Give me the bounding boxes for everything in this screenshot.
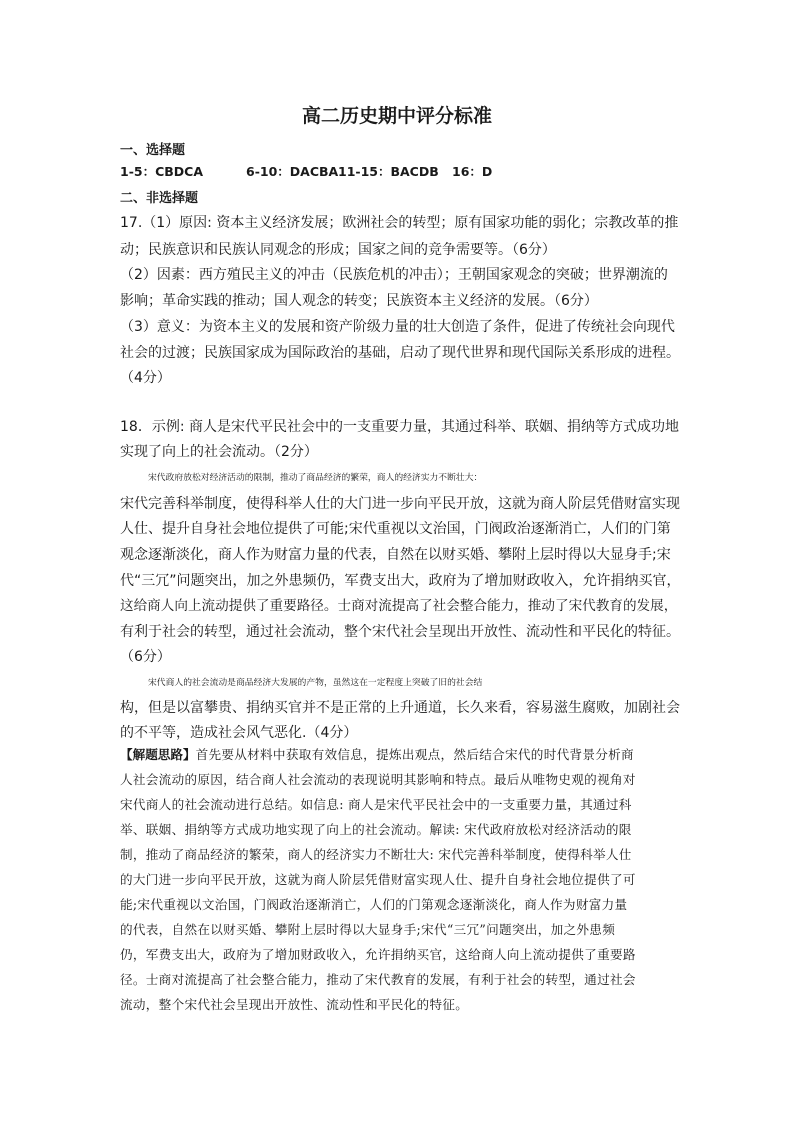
explanation-line: 举、联姻、捐纳等方式成功地实现了向上的社会流动。解读: 宋代政府放松对经济活动的限 xyxy=(120,822,632,837)
q17-line: 动；民族意识和民族认同观念的形成；国家之间的竞争需要等。（6分） xyxy=(120,242,556,258)
explanation-line: 制，推动了商品经济的繁荣，商人的经济实力不断壮大: 宋代完善科举制度，使得科举人仕 xyxy=(120,847,632,862)
answer-group: 16：D xyxy=(452,164,493,179)
explanation-line: 流动，整个宋代社会呈现出开放性、流动性和平民化的特征。 xyxy=(120,997,469,1012)
explanation-line: 宋代商人的社会流动进行总结。如信息: 商人是宋代平民社会中的一支重要力量，其通过科 xyxy=(120,797,632,812)
explanation-line: 能;宋代重视以文治国，门阀政治逐渐消亡，人们的门第观念逐渐淡化，商人作为财富力量 xyxy=(120,897,628,912)
q18-line: 18．示例: 商人是宋代平民社会中的一支重要力量，其通过科举、联姻、捐纳等方式成功地 xyxy=(120,419,679,435)
explanation-line: 的代表，自然在以财买婚、攀附上层时得以大显身手;宋代“三冗”问题突出，加之外患频 xyxy=(120,922,616,937)
q18-line: （6分） xyxy=(120,649,171,665)
explanation-line: 仍，军费支出大，政府为了增加财政收入，允许捐纳买官，这给商人向上流动提供了重要路 xyxy=(120,947,636,962)
explanation-line: 的大门进一步向平民开放，这就为商人阶层凭借财富实现人仕、提升自身社会地位提供了可 xyxy=(120,872,636,887)
q18-line: 有利于社会的转型，通过社会流动，整个宋代社会呈现出开放性、流动性和平民化的特征。 xyxy=(120,624,680,640)
q18-line: 观念逐渐淡化，商人作为财富力量的代表，自然在以财买婚、攀附上层时得以大显身手;宋 xyxy=(120,547,671,563)
explanation-text: 首先要从材料中获取有效信息，提炼出观点，然后结合宋代的时代背景分析商 xyxy=(195,747,634,762)
explanation-line xyxy=(120,743,680,767)
q18-line: 的不平等，造成社会风气恶化.（4分） xyxy=(120,725,358,741)
page-title: 高二历史期中评分标准 xyxy=(301,105,492,127)
answer-group: 1-5：CBDCA xyxy=(120,164,204,179)
q18-line: 宋代完善科举制度，使得科举人仕的大门进一步向平民开放，这就为商人阶层凭借财富实现 xyxy=(120,496,680,512)
explanation-line: 人社会流动的原因，结合商人社会流动的表现说明其影响和特点。最后从唯物史观的视角对 xyxy=(120,772,636,787)
explanation-label: 【解题思路】 xyxy=(120,747,196,762)
q18-line: 人仕、提升自身社会地位提供了可能;宋代重视以文治国，门阀政治逐渐消亡，人们的门第 xyxy=(120,521,671,537)
choice-answers xyxy=(120,163,492,181)
section-heading-choice: 一、选择题 xyxy=(120,143,186,158)
q17-line: 17.（1）原因: 资本主义经济发展；欧洲社会的转型；原有国家功能的弱化；宗教改革的推 xyxy=(120,215,679,231)
answer-group: 6-10：DACBA xyxy=(246,164,339,179)
q18-line: 这给商人向上流动提供了重要路径。士商对流提高了社会整合能力，推动了宋代教育的发展， xyxy=(120,598,678,614)
q18-line: 代“三冗”问题突出，加之外患频仍，军费支出大，政府为了增加财政收入，允许捐纳买官， xyxy=(120,573,681,589)
q18-line: 实现了向上的社会流动。（2分） xyxy=(120,444,318,460)
section-heading-nonchoice: 二、非选择题 xyxy=(120,191,199,206)
q17-line: 影响；革命实践的推动；国人观念的转变；民族资本主义经济的发展。（6分） xyxy=(120,293,598,309)
q18-paragraph-start: 宋代政府放松对经济活动的限制，推动了商品经济的繁荣，商人的经济实力不断壮大： xyxy=(148,473,483,483)
explanation-line: 径。士商对流提高了社会整合能力，推动了宋代教育的发展，有利于社会的转型，通过社会 xyxy=(120,972,636,987)
q18-line: 构，但是以富攀贵、捐纳买官并不是正常的上升通道，长久来看，容易滋生腐败，加剧社会 xyxy=(120,700,680,716)
answer-group: 11-15：BACDB xyxy=(338,164,439,179)
q17-line: （4分） xyxy=(120,370,171,386)
q17-line: 社会的过渡；民族国家成为国际政治的基础，启动了现代世界和现代国际关系形成的进程。 xyxy=(120,345,680,361)
q17-line: （2）因素：西方殖民主义的冲击（民族危机的冲击）；王朝国家观念的突破；世界潮流的 xyxy=(120,267,668,283)
q18-paragraph-start: 宋代商人的社会流动是商品经济大发展的产物，虽然这在一定程度上突破了旧的社会结 xyxy=(148,678,483,688)
q17-line: （3）意义：为资本主义的发展和资产阶级力量的壮大创造了条件，促进了传统社会向现代 xyxy=(120,319,675,335)
